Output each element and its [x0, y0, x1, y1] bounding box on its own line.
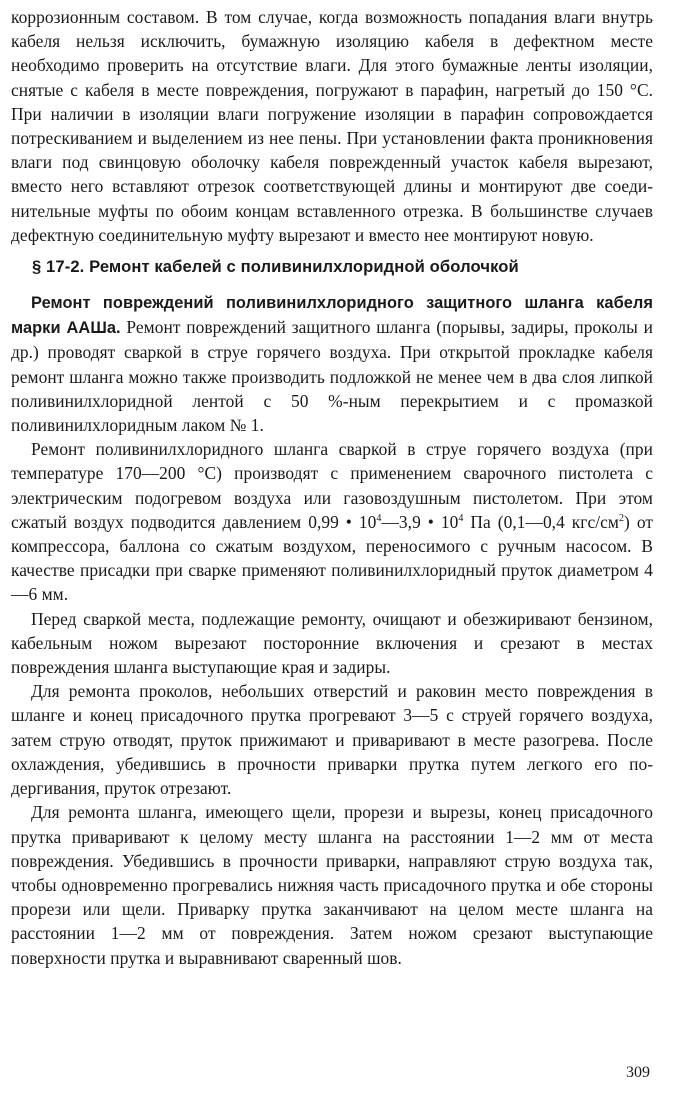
- paragraph-welding: [11, 437, 653, 606]
- paragraph-slits: Для ремонта шланга, имеющего щели, прорези и вырезы, конец присадочного прутка приваривают к целому месту шланга на расстоянии 1—2 мм от места повреждения. Убедившись в прочности приварки, направляют струю воздуха так, чтобы одновременно прогревались нижняя часть присадочного прутка и обе стороны прорези или щели. Приварку прутка заканчивают на целом месте шланга на расстоянии 1—2 мм от повреждения. Затем ножом срезают выступающие поверхности прутка и выравнивают сваренный шов.: [11, 802, 653, 968]
- paragraph-welding-part-1: Ремонт поливинилхлоридного шланга сваркой в струе горячего воздуха (при температуре 170—200 °С) производят с применением сварочного пистолета с электрическим подогревом воздуха или газовоздушным пистолетом. При этом сжатый воздух подводится давлением 0,99 • 10: [11, 439, 653, 532]
- exponent-2: 4: [458, 513, 464, 525]
- page-body: [11, 5, 653, 970]
- paragraph-continuation: коррозионным составом. В том случае, когда возможность попадания влаги внутрь кабеля нельзя исключить, бумажную изоляцию кабеля в дефектном месте необходимо проверить на отсутствие влаги. Для этого бумажные ленты изоляции, снятые с кабеля в месте повреждения, погружают в парафин, нагретый до 150 °С. При наличии в изоляции влаги погружение изоляции в парафин сопровождается потрескиванием и выделением из нее пены. При установлении факта проникновения влаги под свинцовую оболочку кабеля поврежденный участок кабеля вырезают, вместо него вставляют отрезок соответствующей длины и монтируют две соединительные муфты по обоим концам вставленного отрезка. В большинстве случаев дефектную соединительную муфту вырезают и вместо нее монтируют новую.: [11, 7, 653, 245]
- run-in-heading: Ремонт повреждений поливинилхлоридного защитного шланга кабеля марки ААШа.: [11, 294, 653, 338]
- exponent-1: 4: [376, 513, 382, 525]
- paragraph-repair-intro-body: Ремонт повреждений защитного шланга (порывы, задиры, проколы и др.) проводят сваркой в струе горячего воздуха. При открытой прокладке кабеля ремонт шланга можно также производить подложкой не менее чем в два слоя липкой поливинилхлоридной лентой с 50 %-ным перекрытием и с промазкой поливинилхлоридным лаком № 1.: [11, 317, 654, 436]
- section-heading: § 17-2. Ремонт кабелей с поливинилхлоридной оболочкой: [32, 257, 519, 277]
- page-number: 309: [626, 1064, 650, 1081]
- paragraph-repair-intro: [11, 290, 653, 437]
- paragraph-welding-part-3: Па (0,1—0,4 кгс/см: [463, 511, 619, 532]
- paragraph-welding-part-2: —3,9 • 10: [381, 511, 459, 532]
- paragraph-punctures: Для ремонта проколов, небольших отверстий и раковин место повреждения в шланге и конец присадочного прутка прогревают 3—5 с струей горячего воздуха, затем струю отводят, пруток прижимают и приваривают в месте разогрева. После охлаждения, убедившись в прочности приварки прутка путем легкого его подергивания, пруток отрезают.: [11, 681, 653, 799]
- paragraph-preparation: Перед сваркой места, подлежащие ремонту, очищают и обезжиривают бензином, кабельным ножом вырезают посторонние включения и срезают в местах повреждения шланга выступающие края и задиры.: [11, 608, 653, 678]
- exponent-3: 2: [618, 513, 625, 525]
- paragraph-welding-part-4: ) от компрессора, баллона со сжатым воздухом, переносимого с ручным насосом. В качестве присадки при сварке применяют поливинилхлоридный пруток диаметром 4—6 мм.: [11, 511, 653, 605]
